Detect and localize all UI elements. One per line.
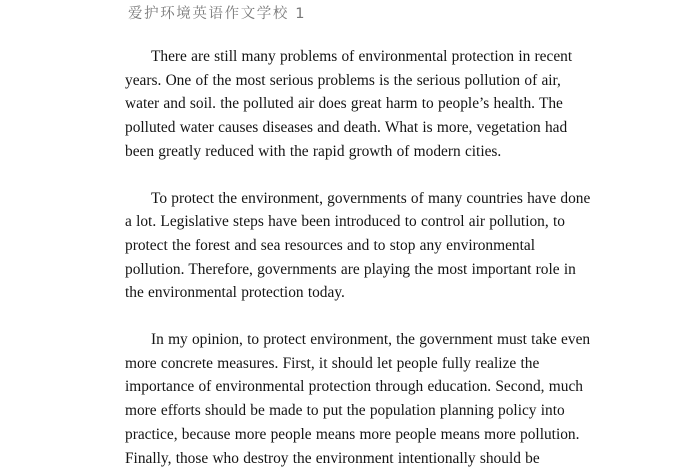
paragraph: To protect the environment, governments of many countries have done a lot. Legislative steps have been introduced to control air pollution, to protect the forest and sea resources and to stop any environmental pollution. Therefore, governments are playing the most important role in the environmental protection today. (125, 189, 591, 302)
paragraph: There are still many problems of environmental protection in recent years. One of the most serious problems is the serious pollution of air, water and soil. the polluted air does great harm to people’s health. The polluted water causes diseases and death. What is more, vegetation had been greatly reduced with the rapid growth of modern cities. (125, 48, 573, 160)
paragraph: In my opinion, to protect environment, the government must take even more concrete measures. First, it should let people fully realize the importance of environmental protection through education. Second, much more efforts should be made to put the population planning policy into practice, because more people means more people means more pollution. Finally, those who destroy the environment intentionally should be (125, 331, 591, 467)
page-title: 爱护环境英语作文学校 1 (128, 6, 307, 22)
document-body (125, 45, 597, 470)
